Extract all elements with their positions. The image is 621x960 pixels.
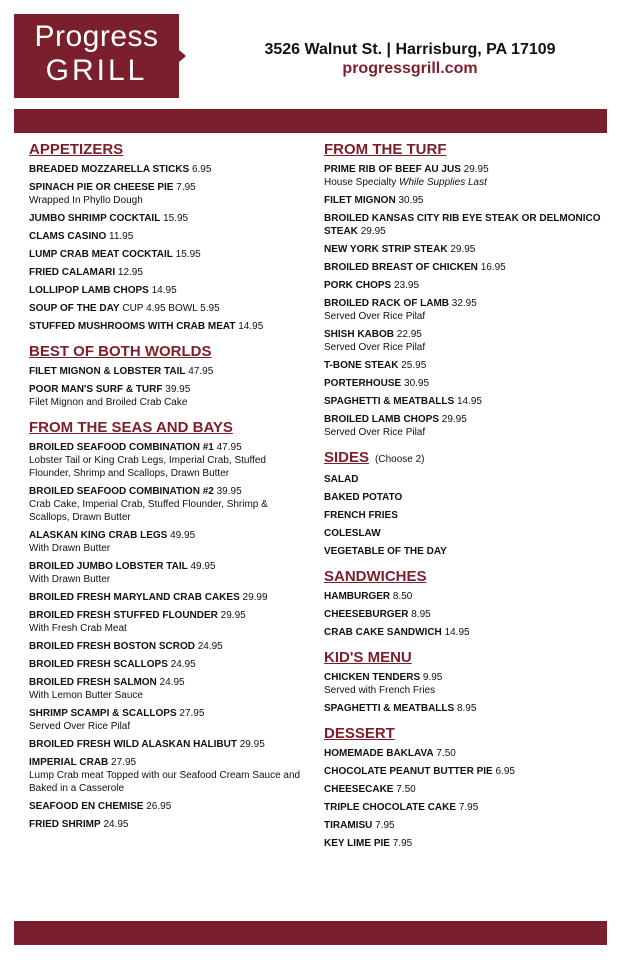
menu-item-price: 12.95 [117,267,143,278]
menu-item-name: FRIED CALAMARI [29,267,116,278]
menu-item-price: 7.95 [458,802,479,813]
menu-item [29,756,304,795]
section-title [29,141,304,159]
menu-item [324,608,609,621]
menu-item-name: STUFFED MUSHROOMS WITH CRAB MEAT [29,321,236,332]
menu-item [324,747,609,760]
menu-item-price: 29.95 [220,610,246,621]
menu-item [324,837,609,850]
menu-item-price: 29.95 [463,164,489,175]
menu-item-description-text: Lobster Tail or King Crab Legs, Imperial Crab, Stuffed Flounder, Shrimp and Scallops, Drawn Butter [29,455,266,479]
menu-item [324,819,609,832]
menu-item-name: BROILED KANSAS CITY RIB EYE STEAK OR DELMONICO STEAK [324,213,601,237]
menu-item-name: SOUP OF THE DAY [29,303,120,314]
menu-item-price: 39.95 [165,384,191,395]
address: 3526 Walnut St. | Harrisburg, PA 17109 [264,41,556,58]
menu-item-name: BROILED SEAFOOD COMBINATION #2 [29,486,214,497]
menu-item-price: 32.95 [451,298,477,309]
menu-item-name: LUMP CRAB MEAT COCKTAIL [29,249,173,260]
menu-item-name: TRIPLE CHOCOLATE CAKE [324,802,457,813]
website-link[interactable]: progressgrill.com [342,60,478,77]
menu-item-name: BROILED FRESH STUFFED FLOUNDER [29,610,218,621]
menu-item [324,765,609,778]
menu-item-description-text: House Specialty [324,177,397,188]
menu-item-price: 7.50 [436,748,456,759]
menu-item-price: 23.95 [394,280,420,291]
menu-item [29,529,304,555]
menu-item-price: 16.95 [480,262,506,273]
menu-item-name: NEW YORK STRIP STEAK [324,244,448,255]
menu-item-price: 29.95 [239,739,265,750]
menu-item [324,801,609,814]
menu-item-description-text: With Drawn Butter [29,574,111,585]
menu-item-price: 24.95 [103,819,129,830]
menu-item [324,491,609,504]
section-title [324,141,609,159]
menu-item-name: BROILED FRESH SCALLOPS [29,659,168,670]
menu-item-price: 7.50 [396,784,416,795]
menu-item-name: SPAGHETTI & MEATBALLS [324,703,455,714]
menu-item-name: T-BONE STEAK [324,360,399,371]
section-sandwiches [324,568,609,639]
menu-item-name: BROILED FRESH MARYLAND CRAB CAKES [29,592,240,603]
menu-item [29,212,304,225]
menu-item-description [29,542,304,555]
menu-item-name: CHOCOLATE PEANUT BUTTER PIE [324,766,493,777]
menu-item-price: 6.95 [191,164,212,175]
menu-item-description-text: With Fresh Crab Meat [29,623,127,634]
menu-item [29,818,304,831]
menu-item [324,395,609,408]
menu-item [29,181,304,207]
menu-item-description-text: With Lemon Butter Sauce [29,690,143,701]
top-divider-band [14,109,607,133]
menu-item-price: 25.95 [401,360,427,371]
menu-item-price: 7.95 [375,820,395,831]
menu-item [324,194,609,207]
menu-item-name: BROILED FRESH BOSTON SCROD [29,641,195,652]
menu-item-price: 49.95 [190,561,216,572]
menu-item-description-text: Lump Crab meat Topped with our Seafood Cream Sauce and Baked in a Casserole [29,770,301,794]
menu-item-name: BROILED JUMBO LOBSTER TAIL [29,561,188,572]
menu-item-description-text: Filet Mignon and Broiled Crab Cake [29,397,188,408]
section-title-text: DESSERT [324,725,395,742]
section-title [29,419,304,437]
menu-item [324,783,609,796]
menu-item-price: 8.95 [411,609,431,620]
menu-item-description-text: Served with French Fries [324,685,436,696]
menu-item [324,359,609,372]
menu-item-description-text: Wrapped In Phyllo Dough [29,195,143,206]
menu-item-description [324,426,609,439]
menu-item-price: 29.95 [441,414,467,425]
menu-item-name: BROILED LAMB CHOPS [324,414,439,425]
menu-item-description [29,454,304,480]
menu-item-price: 29.95 [450,244,476,255]
menu-item [324,671,609,697]
menu-item [29,383,304,409]
menu-item-name: BROILED FRESH SALMON [29,677,157,688]
section-title [324,449,609,469]
menu-item-name: BREADED MOZZARELLA STICKS [29,164,190,175]
menu-item-price: 27.95 [179,708,205,719]
section-title-text: KID'S MENU [324,649,412,666]
menu-item-description-text: Served Over Rice Pilaf [324,342,426,353]
menu-item-name: BROILED BREAST OF CHICKEN [324,262,478,273]
logo-line-2: GRILL [45,54,148,87]
menu-item-name: CHEESECAKE [324,784,394,795]
menu-item [29,230,304,243]
menu-item-name: PORTERHOUSE [324,378,402,389]
logo-line-1: Progress [34,20,159,53]
menu-item-price: 14.95 [238,321,264,332]
menu-item [324,377,609,390]
menu-item [29,800,304,813]
menu-item-price: 24.95 [159,677,185,688]
menu-item [324,702,609,715]
menu-item [29,266,304,279]
menu-item [324,243,609,256]
menu-item [29,248,304,261]
menu-item [29,738,304,751]
menu-item-name: SEAFOOD EN CHEMISE [29,801,144,812]
menu-item-name: FILET MIGNON & LOBSTER TAIL [29,366,186,377]
menu-item [29,320,304,333]
menu-item [29,163,304,176]
menu-item-name: FILET MIGNON [324,195,396,206]
menu-item [324,545,609,558]
menu-item [324,261,609,274]
section-dessert [324,725,609,850]
menu-item-price: 15.95 [163,213,189,224]
menu-item-name: PORK CHOPS [324,280,392,291]
menu-item-price: 29.99 [242,592,268,603]
menu-item-price: 7.95 [392,838,413,849]
menu-item-name: LOLLIPOP LAMB CHOPS [29,285,149,296]
menu-item-price: 7.95 [176,182,196,193]
menu-item-description [324,684,609,697]
menu-item-name: BROILED SEAFOOD COMBINATION #1 [29,442,214,453]
menu-item-name: SPINACH PIE OR CHEESE PIE [29,182,174,193]
section-title-text: APPETIZERS [29,141,124,158]
menu-item-name: BROILED RACK OF LAMB [324,298,449,309]
header-contact [210,40,610,78]
menu-item-name: POOR MAN'S SURF & TURF [29,384,163,395]
menu-item-name: SHRIMP SCAMPI & SCALLOPS [29,708,177,719]
menu-item-description [324,310,609,323]
menu-item-description [29,720,304,733]
menu-item [29,609,304,635]
menu-item-name: HAMBURGER [324,591,391,602]
menu-item-name: BAKED POTATO [324,492,403,503]
menu-item-name: COLESLAW [324,528,381,539]
menu-item-price: 29.95 [360,226,386,237]
menu-item-name: HOMEMADE BAKLAVA [324,748,434,759]
menu-item-price: 39.95 [216,486,242,497]
menu-item [324,413,609,439]
menu-item-price: 26.95 [146,801,172,812]
menu-item [324,279,609,292]
menu-item-name: JUMBO SHRIMP COCKTAIL [29,213,161,224]
menu-item [324,626,609,639]
menu-item [324,473,609,486]
menu-item-price: 9.95 [422,672,443,683]
menu-item [29,591,304,604]
menu-item-price: 49.95 [170,530,196,541]
menu-item-name: VEGETABLE OF THE DAY [324,546,447,557]
menu-item [29,365,304,378]
menu-item [324,297,609,323]
menu-item-description-text: With Drawn Butter [29,543,111,554]
menu-column-right [324,141,609,860]
menu-item-price: 8.50 [392,591,413,602]
section-title-text: BEST OF BOTH WORLDS [29,343,212,360]
menu-item-description [324,176,609,189]
menu-item-description [29,622,304,635]
menu-item [324,163,609,189]
menu-item-name: CRAB CAKE SANDWICH [324,627,442,638]
bottom-divider-band [14,921,607,945]
menu-item-name: SPAGHETTI & MEATBALLS [324,396,455,407]
menu-item [324,212,609,238]
menu-item [29,441,304,480]
section-title [324,649,609,667]
menu-item-name: ALASKAN KING CRAB LEGS [29,530,168,541]
menu-item-price: 30.95 [398,195,424,206]
menu-item-description [29,573,304,586]
menu-item [29,302,304,315]
restaurant-logo [14,14,179,98]
menu-item [324,509,609,522]
menu-item-name: CHICKEN TENDERS [324,672,421,683]
menu-item-name: SALAD [324,474,359,485]
menu-item-description-text: Served Over Rice Pilaf [29,721,131,732]
menu-item-name: SHISH KABOB [324,329,395,340]
menu-item-price: 14.95 [456,396,482,407]
menu-item [324,590,609,603]
menu-item-description [29,498,304,524]
menu-item-description [29,396,304,409]
menu-item [29,658,304,671]
section-title [324,725,609,743]
menu-item-name: FRENCH FRIES [324,510,398,521]
menu-item-name: PRIME RIB OF BEEF AU JUS [324,164,461,175]
menu-item-price: 24.95 [197,641,223,652]
menu-column-left [29,141,304,841]
menu-item [29,707,304,733]
menu-item [29,284,304,297]
menu-item-description [324,341,609,354]
menu-item-price: CUP 4.95 BOWL 5.95 [122,303,220,314]
menu-item [29,640,304,653]
menu-item-price: 24.95 [170,659,196,670]
menu-item-description [29,769,304,795]
section-sides [324,449,609,558]
menu-item [29,485,304,524]
section-title [29,343,304,361]
menu-item [324,527,609,540]
section-appetizers [29,141,304,333]
menu-item-name: KEY LIME PIE [324,838,390,849]
menu-item-price: 6.95 [495,766,515,777]
menu-item-price: 8.95 [456,703,477,714]
menu-item-name: CHEESEBURGER [324,609,409,620]
menu-item [29,560,304,586]
section-note: (Choose 2) [375,454,425,465]
section-title-text: FROM THE TURF [324,141,447,158]
menu-item-name: TIRAMISU [324,820,373,831]
menu-item-price: 47.95 [188,366,214,377]
menu-item [29,676,304,702]
menu-item-name: FRIED SHRIMP [29,819,101,830]
menu-item-name: IMPERIAL CRAB [29,757,109,768]
menu-item-price: 14.95 [444,627,470,638]
menu-item-description [29,689,304,702]
menu-item-price: 15.95 [175,249,201,260]
menu-item-description [29,194,304,207]
menu-item-name: BROILED FRESH WILD ALASKAN HALIBUT [29,739,237,750]
menu-item-price: 11.95 [109,231,134,242]
menu-item [324,328,609,354]
menu-item-price: 14.95 [151,285,177,296]
menu-item-price: 30.95 [404,378,430,389]
menu-item-description-text: Served Over Rice Pilaf [324,311,426,322]
menu-item-description-note: While Supplies Last [399,177,487,188]
section-title-text: SIDES [324,449,370,466]
section-title-text: FROM THE SEAS AND BAYS [29,419,233,436]
section-title-text: SANDWICHES [324,568,427,585]
section-from-the-turf [324,141,609,439]
menu-item-description-text: Served Over Rice Pilaf [324,427,426,438]
section-best-of-both-worlds [29,343,304,409]
menu-item-description-text: Crab Cake, Imperial Crab, Stuffed Flounder, Shrimp & Scallops, Drawn Butter [29,499,268,523]
menu-item-price: 22.95 [396,329,422,340]
menu-item-price: 47.95 [216,442,242,453]
section-title [324,568,609,586]
section-from-the-seas-and-bays [29,419,304,831]
menu-item-name: CLAMS CASINO [29,231,107,242]
menu-item-price: 27.95 [111,757,137,768]
section-kid-s-menu [324,649,609,715]
